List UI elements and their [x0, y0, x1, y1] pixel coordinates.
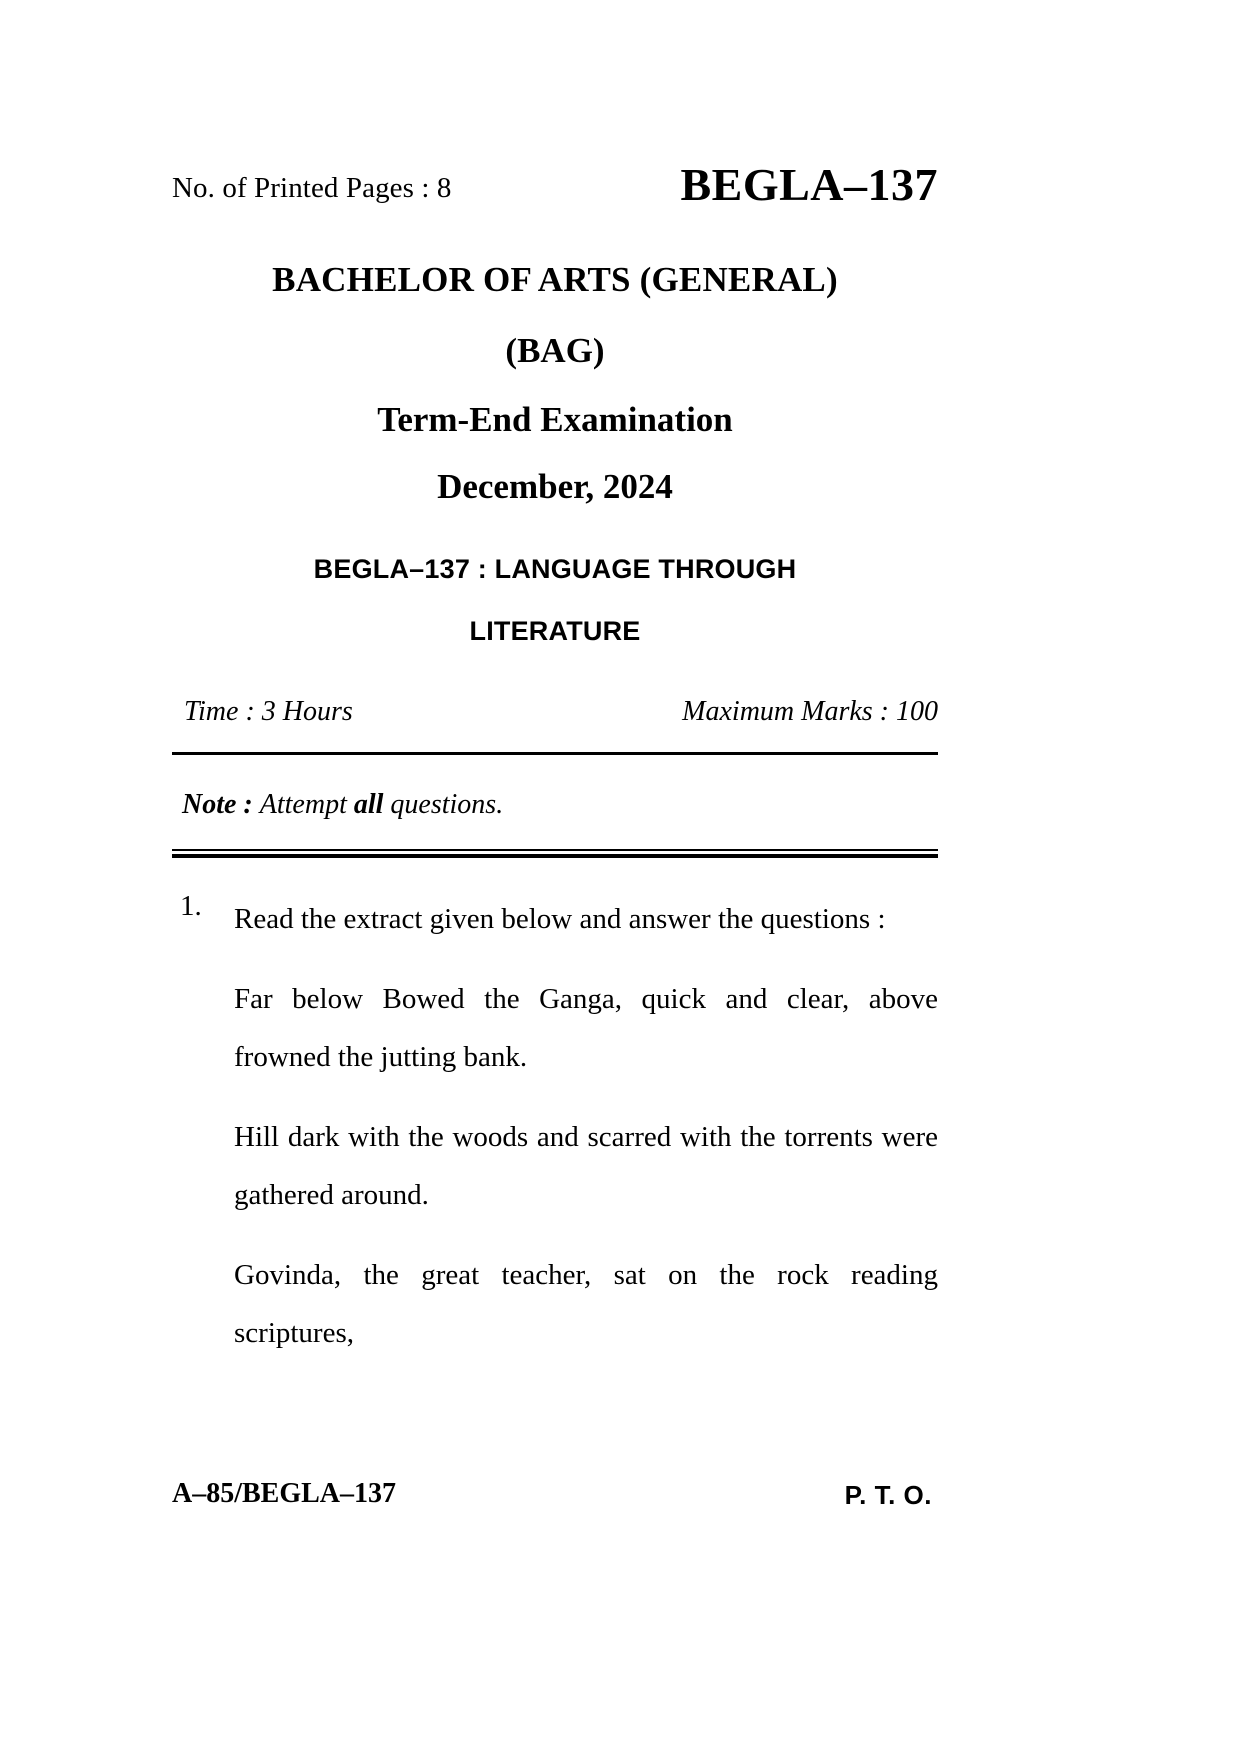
page-content — [172, 0, 938, 1754]
subject-title-line-1: BEGLA–137 : LANGUAGE THROUGH — [313, 554, 797, 584]
paper-code-title: BEGLA–137 — [680, 159, 938, 210]
extract-paragraph-1: Far below Bowed the Ganga, quick and clear, above frowned the jutting bank. — [234, 983, 938, 1073]
title-block — [172, 262, 938, 540]
page-header — [172, 158, 938, 228]
exam-info-row — [172, 696, 938, 740]
rule-thick-line — [172, 854, 938, 858]
question-row — [172, 890, 938, 948]
subject-title-line-2: LITERATURE — [469, 616, 641, 646]
note-text-after: questions. — [383, 789, 504, 820]
footer-paper-reference: A–85/BEGLA–137 — [172, 1478, 397, 1509]
extract-paragraph-2: Hill dark with the woods and scarred with the torrents were gathered around. — [234, 1121, 938, 1211]
question-number: 1. — [180, 890, 202, 922]
page-footer — [172, 1478, 938, 1522]
question-text: Read the extract given below and answer the questions : — [234, 903, 886, 935]
examination-type: Term-End Examination — [377, 400, 733, 439]
note-line — [182, 789, 938, 821]
extract-paragraph-3: Govinda, the great teacher, sat on the rock reading scriptures, — [234, 1259, 938, 1349]
horizontal-rule-single — [172, 752, 938, 755]
footer-pto-label: P. T. O. — [844, 1480, 932, 1510]
maximum-marks: Maximum Marks : 100 — [682, 696, 938, 727]
degree-abbreviation: (BAG) — [505, 331, 605, 370]
horizontal-rule-double — [172, 849, 938, 857]
printed-pages-label: No. of Printed Pages : 8 — [172, 172, 452, 204]
note-emphasis: all — [353, 789, 384, 820]
degree-title: BACHELOR OF ARTS (GENERAL) — [272, 260, 838, 299]
note-text-before: Attempt — [259, 789, 354, 820]
note-label: Note : — [182, 789, 253, 820]
examination-session: December, 2024 — [437, 467, 673, 506]
subject-block — [172, 556, 938, 645]
rule-thin-line — [172, 849, 938, 851]
note-spacer — [253, 789, 260, 820]
time-allowed: Time : 3 Hours — [184, 696, 353, 727]
question-block-1 — [172, 890, 938, 1362]
